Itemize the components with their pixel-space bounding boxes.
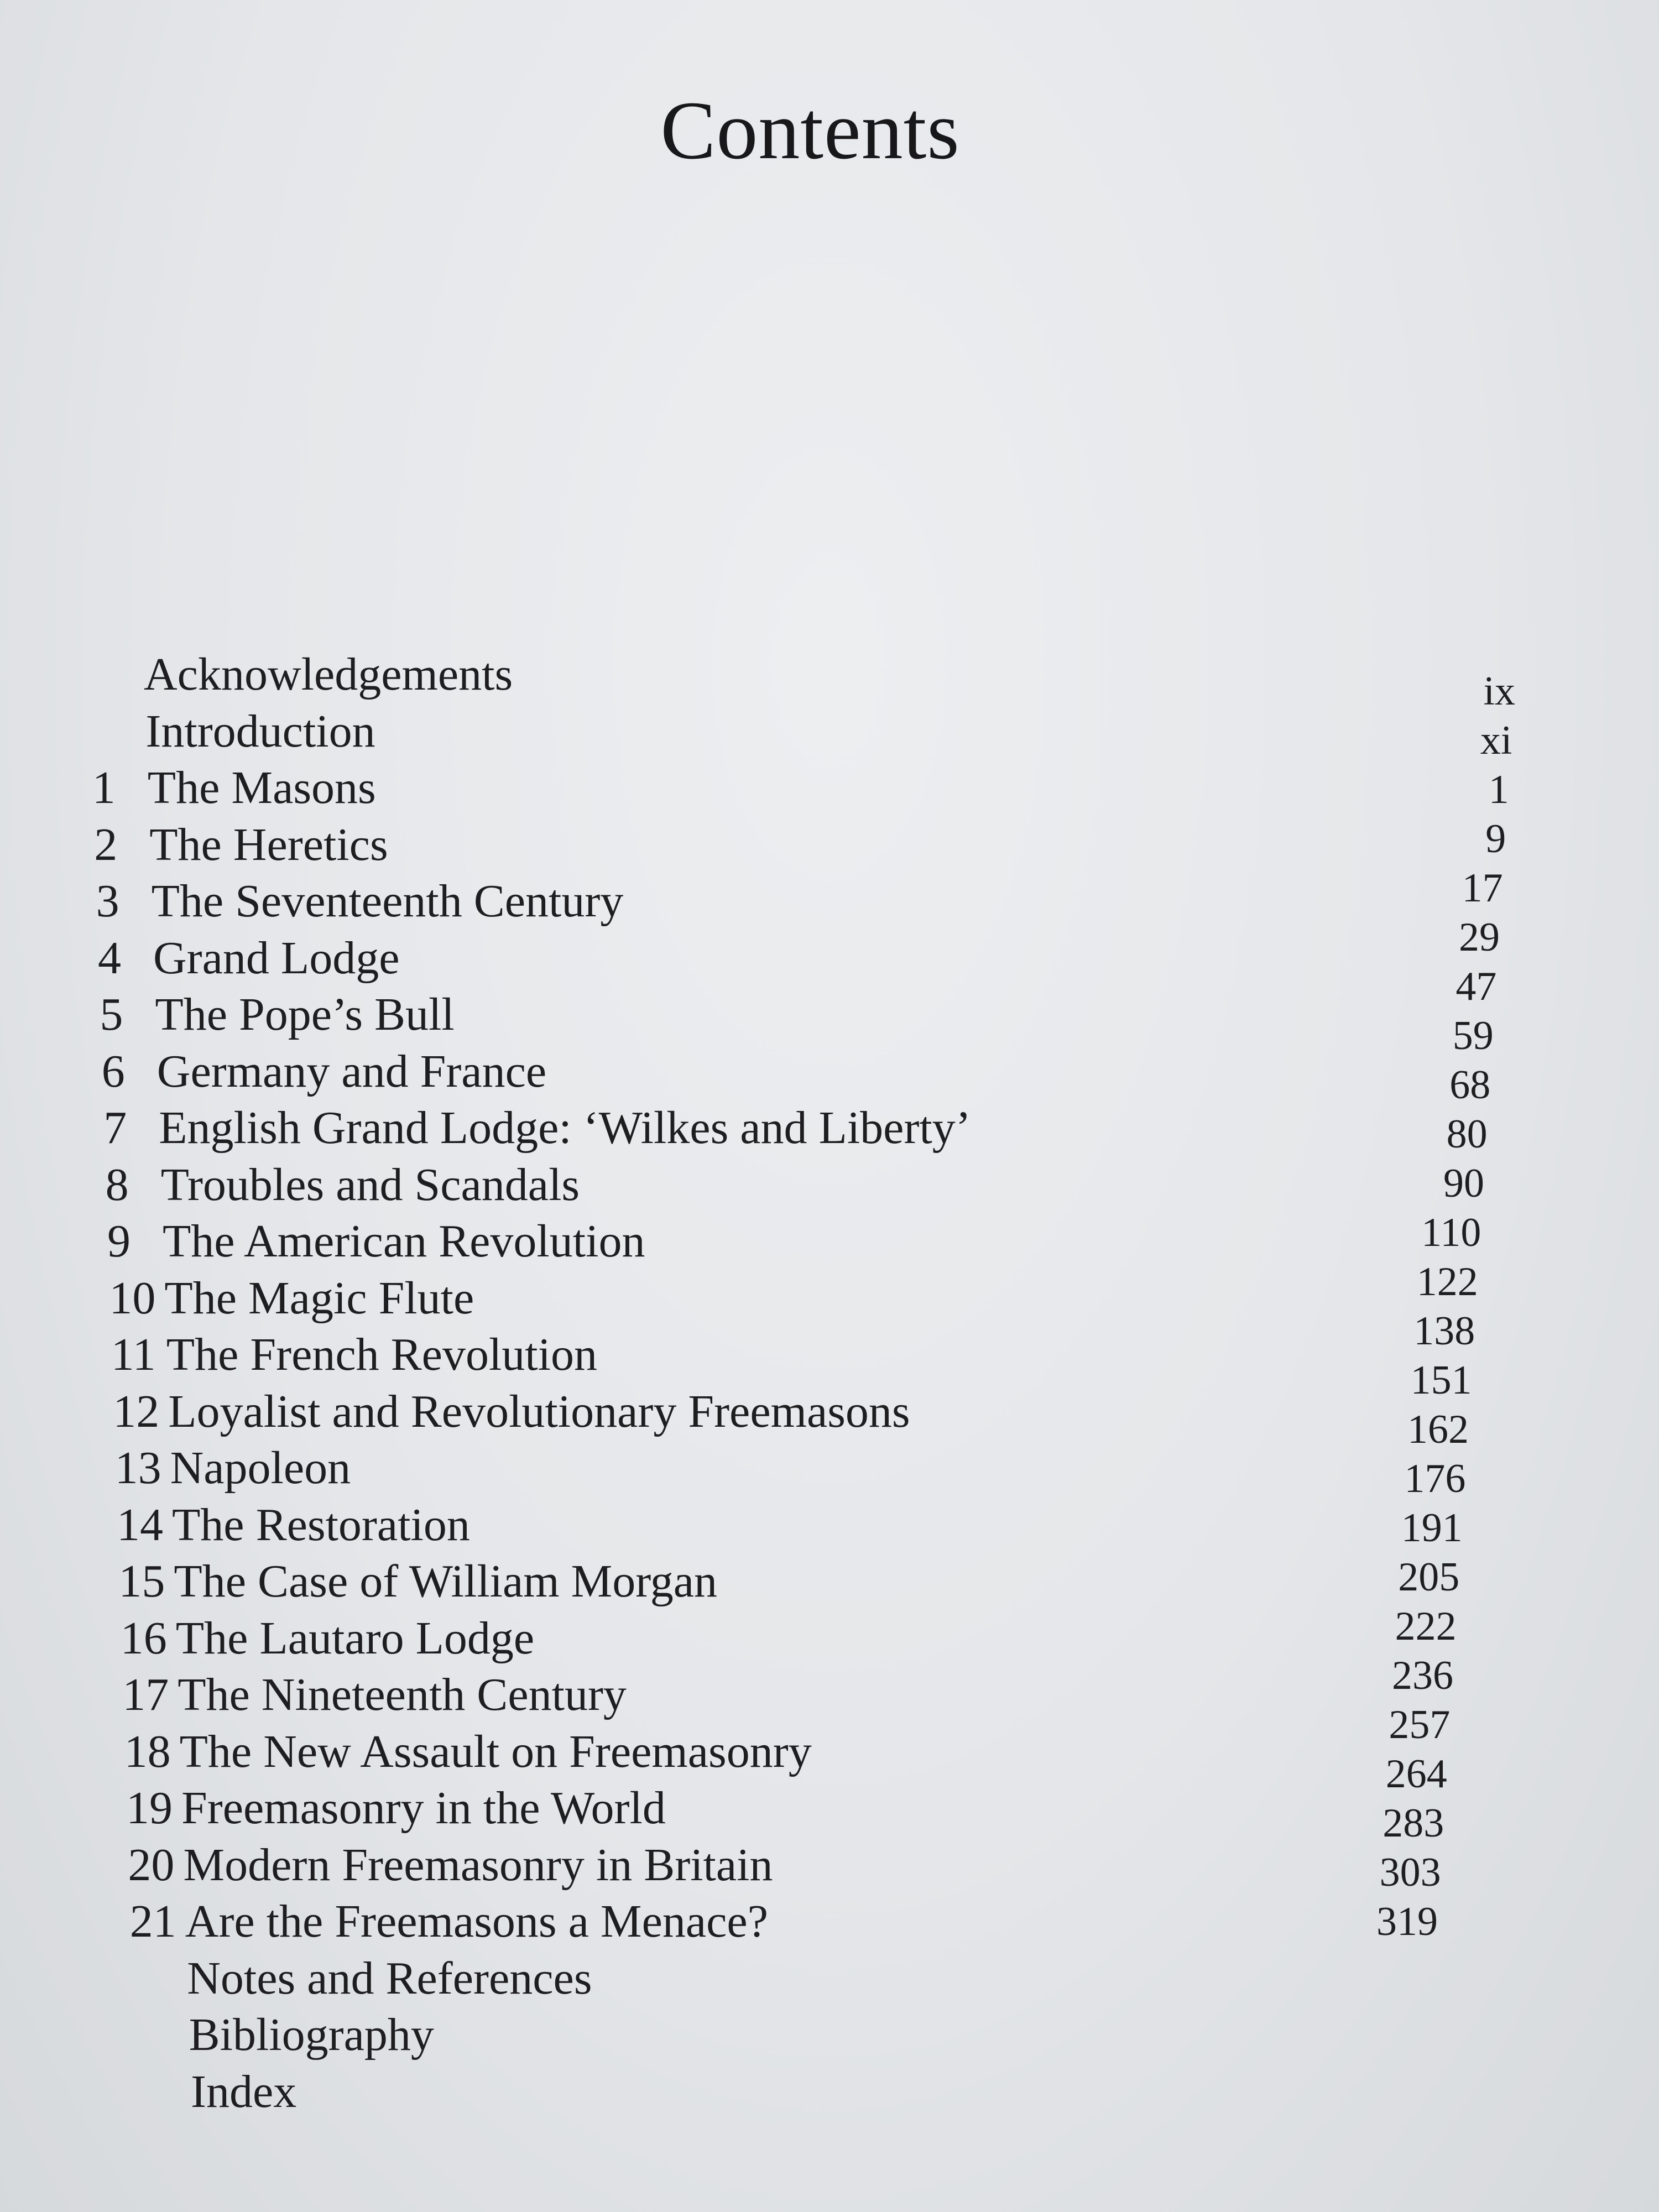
chapter-number: 5	[100, 989, 123, 1040]
page-number: 283	[1383, 1801, 1444, 1846]
page-title: Contents	[660, 85, 960, 176]
toc-entry	[96, 874, 624, 929]
chapter-title: The Seventeenth Century	[151, 875, 624, 927]
chapter-title: Grand Lodge	[153, 932, 400, 984]
toc-entry	[109, 1271, 474, 1326]
toc-entry	[106, 1157, 580, 1213]
page-number: 122	[1416, 1259, 1478, 1305]
chapter-number: 11	[111, 1329, 156, 1380]
toc-entry	[102, 1044, 546, 1099]
chapter-number: 18	[124, 1725, 171, 1777]
page-number: 59	[1452, 1013, 1494, 1058]
page-number: 191	[1401, 1505, 1463, 1551]
page-number: 176	[1404, 1456, 1466, 1501]
page-number: 110	[1421, 1210, 1481, 1255]
page-number: 68	[1449, 1062, 1491, 1108]
page-number: 257	[1389, 1702, 1451, 1747]
toc-entry	[88, 647, 513, 702]
toc-entry	[135, 2064, 296, 2120]
chapter-number: 13	[114, 1442, 161, 1494]
chapter-number: 19	[126, 1782, 173, 1834]
page-number: xi	[1480, 718, 1512, 763]
chapter-title: The Restoration	[172, 1499, 470, 1551]
chapter-title: English Grand Lodge: ‘Wilkes and Liberty’	[159, 1102, 971, 1154]
page-number: 264	[1385, 1751, 1447, 1797]
toc-entry	[115, 1441, 351, 1496]
chapter-title: Index	[191, 2065, 297, 2117]
page-number: 29	[1459, 915, 1500, 960]
page-number: 303	[1379, 1850, 1441, 1895]
chapter-title: Are the Freemasons a Menace?	[185, 1896, 768, 1947]
chapter-number: 10	[109, 1272, 156, 1324]
chapter-title: Troubles and Scandals	[160, 1159, 580, 1211]
page-number: 80	[1446, 1112, 1488, 1157]
toc-entry	[121, 1611, 534, 1666]
chapter-title: The Heretics	[149, 818, 388, 870]
page-number: 151	[1410, 1358, 1472, 1403]
chapter-number: 12	[113, 1385, 160, 1437]
toc-entry	[98, 931, 400, 986]
toc-entry	[122, 1667, 627, 1723]
chapter-title: Napoleon	[170, 1442, 351, 1494]
toc-entry	[94, 817, 388, 873]
chapter-title: Introduction	[145, 705, 375, 757]
chapter-title: The New Assault on Freemasonry	[179, 1725, 812, 1777]
chapter-title: Modern Freemasonry in Britain	[183, 1839, 773, 1891]
chapter-title: The Pope’s Bull	[155, 989, 455, 1040]
toc-entry	[134, 2007, 434, 2063]
page-number: 17	[1462, 865, 1503, 911]
chapter-title: Notes and References	[187, 1952, 592, 2004]
chapter-title: The Case of William Morgan	[174, 1556, 718, 1607]
page-number: 9	[1485, 816, 1506, 862]
toc-entry	[126, 1781, 666, 1836]
chapter-title: The French Revolution	[166, 1329, 597, 1380]
chapter-title: Germany and France	[156, 1045, 547, 1097]
chapter-title: The Magic Flute	[164, 1272, 474, 1324]
page-number: 236	[1392, 1653, 1453, 1698]
page-number: 90	[1443, 1161, 1484, 1206]
chapter-title: The Lautaro Lodge	[175, 1612, 535, 1664]
toc-entry	[124, 1724, 812, 1780]
chapter-number: 1	[92, 762, 116, 813]
chapter-number: 2	[94, 818, 118, 870]
toc-entry	[100, 987, 454, 1042]
toc-entry	[130, 1894, 768, 1949]
page-number: 47	[1455, 964, 1497, 1009]
page-number: 162	[1407, 1407, 1469, 1452]
page-number: 138	[1413, 1308, 1475, 1354]
chapter-title: The Nineteenth Century	[178, 1669, 627, 1720]
toc-entry	[128, 1838, 773, 1893]
chapter-title: Freemasonry in the World	[181, 1782, 666, 1834]
chapter-number: 15	[118, 1556, 165, 1607]
chapter-title: Bibliography	[189, 2009, 434, 2060]
page-number: 205	[1398, 1554, 1460, 1600]
chapter-number: 21	[129, 1896, 176, 1947]
toc-entry	[107, 1214, 645, 1269]
toc-entry	[103, 1100, 971, 1156]
toc-entry	[92, 760, 376, 816]
chapter-title: The Masons	[147, 762, 376, 813]
page-number: ix	[1483, 669, 1515, 714]
chapter-number: 9	[107, 1215, 131, 1267]
toc-entry	[90, 704, 375, 759]
chapter-title: Loyalist and Revolutionary Freemasons	[168, 1385, 910, 1437]
chapter-number: 8	[105, 1159, 129, 1211]
chapter-title: The American Revolution	[163, 1215, 645, 1267]
toc-entry	[118, 1554, 717, 1609]
chapter-number: 16	[120, 1612, 167, 1664]
chapter-number: 3	[96, 875, 119, 927]
chapter-number: 17	[122, 1669, 169, 1720]
toc-entry	[117, 1498, 470, 1553]
chapter-number: 7	[103, 1102, 127, 1154]
page-number: 1	[1488, 767, 1509, 812]
chapter-number: 14	[117, 1499, 163, 1551]
chapter-number: 6	[101, 1045, 125, 1097]
page-number: 222	[1395, 1604, 1457, 1649]
toc-entry	[132, 1951, 592, 2006]
chapter-title: Acknowledgements	[144, 649, 513, 700]
toc-entry	[111, 1327, 597, 1383]
page-number: 319	[1376, 1899, 1438, 1944]
chapter-number: 4	[98, 932, 121, 984]
chapter-number: 20	[128, 1839, 175, 1891]
toc-entry	[113, 1384, 910, 1439]
